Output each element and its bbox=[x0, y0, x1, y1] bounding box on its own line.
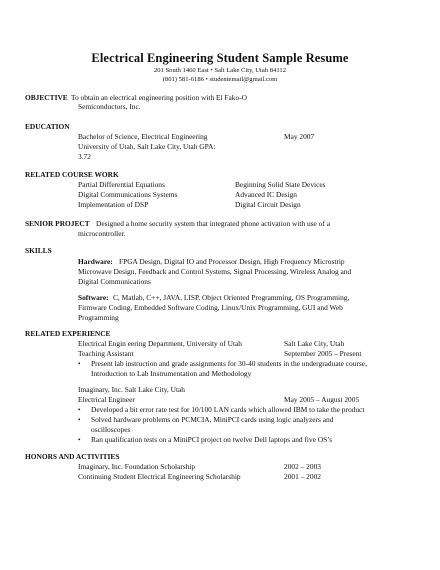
job2-bullet1: Developed a bit error rate test for 10/100 LAN cards which allowed IBM to take the product bbox=[91, 405, 365, 414]
course-left-3: Implementation of DSP bbox=[78, 200, 149, 209]
experience-heading: RELATED EXPERIENCE bbox=[25, 329, 111, 338]
bullet-marker: • bbox=[78, 359, 81, 368]
skills-software-line2: Firmware Coding, Embedded Software Coding, Linux/Unix Programming, GUI and Web bbox=[78, 303, 343, 312]
contact-address: 201 South 1460 East • Salt Lake City, Utah 84112 bbox=[153, 67, 287, 74]
course-right-3: Digital Circuit Design bbox=[235, 200, 301, 209]
skills-software-line1: C, Matlab, C++, JAVA, LISP, Object Oriented Programming, OS Programming, bbox=[113, 293, 350, 302]
course-right-2: Advanced IC Design bbox=[235, 190, 297, 199]
course-right-1: Beginning Solid State Devices bbox=[235, 180, 326, 189]
course-left-2: Digital Communications Systems bbox=[78, 190, 178, 199]
skills-heading: SKILLS bbox=[25, 246, 52, 255]
bullet-marker: • bbox=[78, 405, 81, 414]
job1-bullet1-line1: Present lab instruction and grade assignments for 30-40 students in the undergraduate course, bbox=[91, 359, 367, 368]
bullet-marker: • bbox=[78, 415, 81, 424]
contact-phone-email: (801) 581-6186 • studentemail@gmail.com bbox=[162, 76, 278, 83]
objective-text-line1: To obtain an electrical engineering position with El Fako-O bbox=[71, 93, 247, 102]
job1-bullet1-line2: Introduction to Lab Instrumentation and Methodology bbox=[91, 369, 252, 378]
honor-2-years: 2001 – 2002 bbox=[284, 472, 321, 481]
senior-project-line1: Designed a home security system that integrated phone activation with use of a bbox=[96, 219, 330, 228]
resume-title: Electrical Engineering Student Sample Resume bbox=[91, 51, 349, 65]
skills-hardware-label: Hardware: bbox=[78, 257, 113, 266]
education-degree: Bachelor of Science, Electrical Engineering bbox=[78, 132, 208, 141]
skills-hardware-line3: Digital Communications bbox=[78, 277, 151, 286]
senior-project-line2: microcontroller. bbox=[78, 229, 126, 238]
skills-hardware-line1: FPGA Design, Digital IO and Processor Design, High Frequency Microstrip bbox=[119, 257, 345, 266]
education-heading: EDUCATION bbox=[25, 122, 70, 131]
job2-bullet2-line1: Solved hardware problems on PCMCIA, MiniPCI cards using logic analyzers and bbox=[91, 415, 334, 424]
honors-heading: HONORS AND ACTIVITIES bbox=[25, 452, 120, 461]
honor-2-name: Continuing Student Electrical Engineering Scholarship bbox=[78, 472, 241, 481]
job1-title: Teaching Assistant bbox=[78, 349, 134, 358]
job2-bullet3: Ran qualification tests on a MiniPCI project on twelve Dell laptops and five OS’s bbox=[91, 435, 333, 444]
education-school: University of Utah, Salt Lake City, Utah GPA: bbox=[78, 142, 216, 151]
job2-bullet2-line2: oscilloscopes bbox=[91, 425, 131, 434]
objective-heading: OBJECTIVE bbox=[25, 93, 68, 102]
honor-1-name: Imaginary, Inc. Foundation Scholarship bbox=[78, 462, 196, 471]
skills-hardware-line2: Microwave Design, Feedback and Control Systems, Signal Processing, Wireless Analog and bbox=[78, 267, 352, 276]
skills-software-line3: Programming bbox=[78, 313, 119, 322]
honor-1-years: 2002 – 2003 bbox=[284, 462, 321, 471]
job2-dates: May 2005 – August 2005 bbox=[284, 395, 360, 404]
senior-project-heading: SENIOR PROJECT bbox=[25, 219, 90, 228]
coursework-heading: RELATED COURSE WORK bbox=[25, 170, 119, 179]
education-date: May 2007 bbox=[284, 132, 315, 141]
objective-text-line2: Semiconductors, Inc. bbox=[78, 102, 141, 111]
job2-org: Imaginary, Inc. Salt Lake City, Utah bbox=[78, 385, 185, 394]
education-gpa: 3.72 bbox=[78, 152, 91, 161]
course-left-1: Partial Differential Equations bbox=[78, 180, 165, 189]
job1-org: Electrical Engin eering Department, University of Utah bbox=[78, 339, 242, 348]
job2-title: Electrical Engineer bbox=[78, 395, 135, 404]
skills-software-label: Software: bbox=[78, 293, 109, 302]
bullet-marker: • bbox=[78, 435, 81, 444]
job1-dates: September 2005 – Present bbox=[284, 349, 362, 358]
job1-location: Salt Lake City, Utah bbox=[284, 339, 345, 348]
